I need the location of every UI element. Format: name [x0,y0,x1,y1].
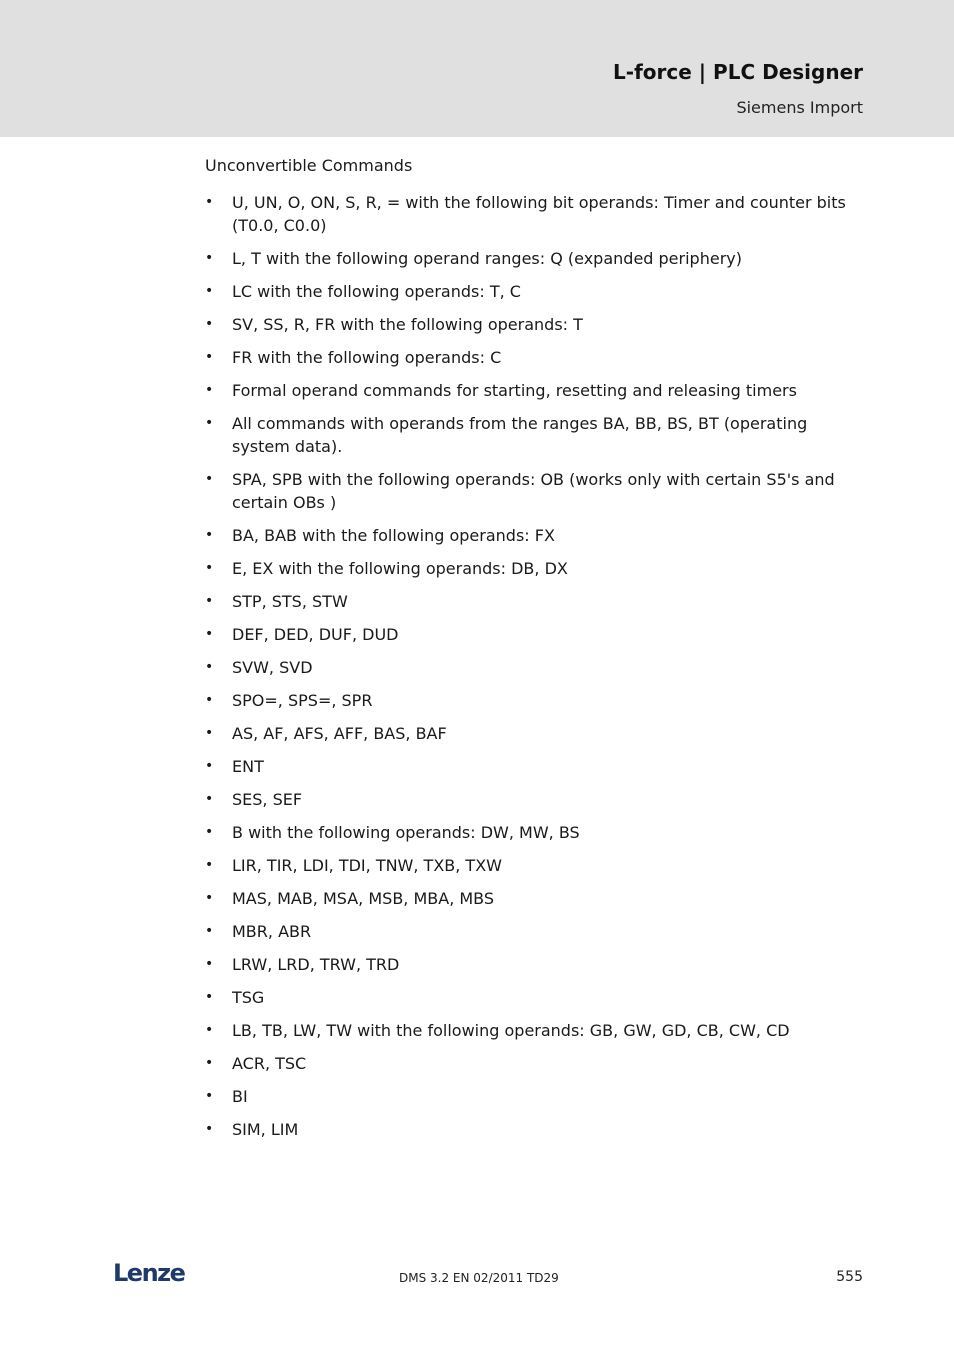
list-item-text: SIM, LIM [232,1120,299,1139]
page-number: 555 [836,1269,863,1285]
list-item [205,821,865,844]
list-item [205,1019,865,1042]
bullet-icon: • [205,923,214,939]
bullet-icon: • [205,1088,214,1104]
page-header [0,0,954,137]
list-item [205,1118,865,1141]
list-item [205,953,865,976]
list-item [205,656,865,679]
list-item-text: ENT [232,757,264,776]
list-item [205,247,865,270]
bullet-icon: • [205,382,214,398]
bullet-icon: • [205,890,214,906]
bullet-icon: • [205,857,214,873]
list-item [205,623,865,646]
list-item-text: SPA, SPB with the following operands: OB (works only with certain S5's and certain OBs ) [232,470,835,512]
bullet-icon: • [205,956,214,972]
list-item-text: B with the following operands: DW, MW, BS [232,823,580,842]
list-item-text: SVW, SVD [232,658,313,677]
lenze-logo: Lenze [113,1259,185,1287]
list-item-text: MAS, MAB, MSA, MSB, MBA, MBS [232,889,495,908]
list-item [205,887,865,910]
bullet-icon: • [205,194,214,210]
bullet-icon: • [205,527,214,543]
bullet-icon: • [205,283,214,299]
command-list [205,191,865,1151]
bullet-icon: • [205,415,214,431]
list-item-text: LIR, TIR, LDI, TDI, TNW, TXB, TXW [232,856,502,875]
list-item [205,412,865,458]
list-item-text: TSG [232,988,265,1007]
bullet-icon: • [205,316,214,332]
list-item [205,346,865,369]
bullet-icon: • [205,250,214,266]
bullet-icon: • [205,471,214,487]
list-item [205,722,865,745]
list-item [205,379,865,402]
list-item [205,590,865,613]
list-item [205,557,865,580]
list-item-text: FR with the following operands: C [232,348,502,367]
bullet-icon: • [205,791,214,807]
bullet-icon: • [205,725,214,741]
list-item-text: LB, TB, LW, TW with the following operands: GB, GW, GD, CB, CW, CD [232,1021,790,1040]
bullet-icon: • [205,659,214,675]
bullet-icon: • [205,692,214,708]
list-item-text: BI [232,1087,248,1106]
list-item-text: AS, AF, AFS, AFF, BAS, BAF [232,724,447,743]
list-item [205,920,865,943]
list-item-text: SPO=, SPS=, SPR [232,691,373,710]
section-subtitle: Siemens Import [736,98,863,117]
list-item-text: LRW, LRD, TRW, TRD [232,955,400,974]
list-item [205,280,865,303]
bullet-icon: • [205,758,214,774]
list-item-text: STP, STS, STW [232,592,348,611]
list-item [205,854,865,877]
list-item-text: LC with the following operands: T, C [232,282,521,301]
document-title: L-force | PLC Designer [613,60,863,84]
list-item [205,788,865,811]
list-item-text: SV, SS, R, FR with the following operands: T [232,315,583,334]
bullet-icon: • [205,560,214,576]
bullet-icon: • [205,1055,214,1071]
list-item [205,755,865,778]
list-item [205,986,865,1009]
bullet-icon: • [205,349,214,365]
list-item [205,1085,865,1108]
list-item-text: MBR, ABR [232,922,312,941]
list-item [205,468,865,514]
list-item-text: Formal operand commands for starting, resetting and releasing timers [232,381,797,400]
list-item-text: BA, BAB with the following operands: FX [232,526,555,545]
list-item-text: L, T with the following operand ranges: Q (expanded periphery) [232,249,742,268]
document-reference: DMS 3.2 EN 02/2011 TD29 [399,1271,559,1285]
list-item [205,524,865,547]
list-item-text: U, UN, O, ON, S, R, = with the following bit operands: Timer and counter bits (T0.0, C0.0) [232,193,846,235]
list-item [205,313,865,336]
bullet-icon: • [205,989,214,1005]
bullet-icon: • [205,626,214,642]
list-item-text: E, EX with the following operands: DB, DX [232,559,568,578]
list-item [205,689,865,712]
bullet-icon: • [205,1121,214,1137]
list-item-text: SES, SEF [232,790,303,809]
list-item-text: ACR, TSC [232,1054,307,1073]
bullet-icon: • [205,824,214,840]
bullet-icon: • [205,1022,214,1038]
list-item-text: DEF, DED, DUF, DUD [232,625,399,644]
list-item [205,191,865,237]
bullet-icon: • [205,593,214,609]
list-item-text: All commands with operands from the ranges BA, BB, BS, BT (operating system data). [232,414,808,456]
list-item [205,1052,865,1075]
section-heading: Unconvertible Commands [205,156,413,175]
